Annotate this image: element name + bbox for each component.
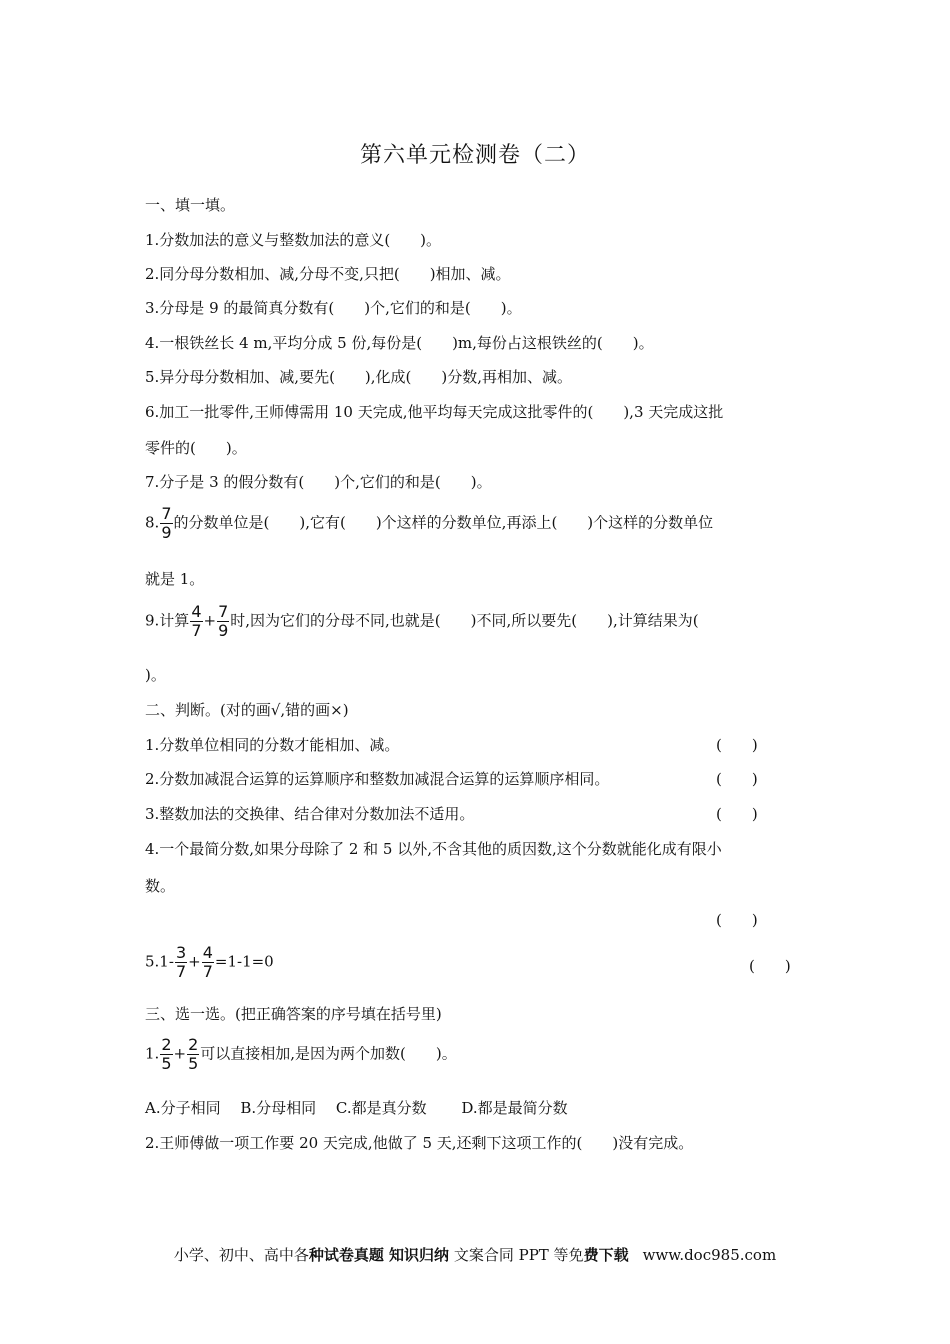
page-title: 第六单元检测卷（二）	[359, 143, 590, 168]
s1-question-3: 3.分母是 9 的最简真分数有( )个,它们的和是( )。	[145, 299, 522, 317]
footer-url-link[interactable]: www.doc985.com	[642, 1246, 777, 1264]
s3q1-text: 可以直接相加,是因为两个加数( )。	[200, 1044, 457, 1063]
s2-q3-answer-paren: ( )	[716, 805, 758, 823]
s1-question-2: 2.同分母分数相加、减,分母不变,只把( )相加、减。	[145, 265, 511, 283]
s1-question-8-cont: 就是 1。	[145, 570, 205, 588]
s3q1-f2-denominator: 5	[188, 1054, 199, 1073]
s3q1-fraction-1	[160, 1036, 172, 1073]
q9-fraction-1	[190, 603, 202, 640]
s1-question-6-line2: 零件的( )。	[145, 439, 247, 457]
q9-fraction-2	[217, 603, 229, 640]
s2q5-text: =1-1=0	[214, 952, 274, 971]
s2-question-3: 3.整数加法的交换律、结合律对分数加法不适用。	[145, 805, 475, 823]
s2q5-operator: +	[188, 952, 201, 971]
s1-question-1: 1.分数加法的意义与整数加法的意义( )。	[145, 231, 442, 249]
s2-q5-answer-paren: ( )	[749, 957, 791, 975]
section1-heading: 一、填一填。	[145, 196, 236, 214]
q8-text: 的分数单位是( ),它有( )个这样的分数单位,再添上( )个这样的分数单位	[173, 513, 714, 532]
s3q1-f2-numerator: 2	[188, 1035, 199, 1054]
s3q1-f1-denominator: 5	[161, 1054, 172, 1073]
q8-denominator: 9	[161, 523, 172, 542]
s2-q1-answer-paren: ( )	[716, 736, 758, 754]
q9-f2-numerator: 7	[218, 602, 229, 621]
footer	[0, 1244, 950, 1265]
s2q5-f2-numerator: 4	[202, 943, 213, 962]
s3q1-operator: +	[173, 1044, 187, 1063]
s1-question-9	[145, 603, 699, 640]
s2-question-1: 1.分数单位相同的分数才能相加、减。	[145, 736, 400, 754]
q8-numerator: 7	[161, 504, 172, 523]
s3q1-prefix: 1.	[145, 1044, 160, 1063]
s2q5-fraction-1	[175, 944, 187, 981]
q9-f1-numerator: 4	[191, 602, 202, 621]
q8-fraction	[160, 505, 172, 542]
s1-question-7: 7.分子是 3 的假分数有( )个,它们的和是( )。	[145, 473, 492, 491]
s1-question-4: 4.一根铁丝长 4 m,平均分成 5 份,每份是( )m,每份占这根铁丝的( )。	[145, 334, 654, 352]
s2-question-4-line2: 数。	[145, 877, 176, 895]
s2q5-fraction-2	[202, 944, 214, 981]
q9-f1-denominator: 7	[191, 621, 202, 640]
footer-text-2: 种试卷真题 知识归纳	[308, 1246, 450, 1264]
q8-prefix: 8.	[145, 513, 160, 532]
s1-question-6-line1: 6.加工一批零件,王师傅需用 10 天完成,他平均每天完成这批零件的( ),3 天完成这批	[145, 403, 724, 421]
footer-text-1: 小学、初中、高中各	[173, 1246, 309, 1264]
q9-text: 时,因为它们的分母不同,也就是( )不同,所以要先( ),计算结果为(	[230, 611, 699, 630]
s2-question-2: 2.分数加减混合运算的运算顺序和整数加减混合运算的运算顺序相同。	[145, 770, 610, 788]
section2-heading: 二、判断。(对的画√,错的画×)	[145, 701, 349, 719]
s2q5-f2-denominator: 7	[202, 962, 213, 981]
footer-text-3: 文案合同 PPT 等免	[449, 1246, 584, 1264]
s3-question-1-options: A.分子相同 B.分母相同 C.都是真分数 D.都是最简分数	[145, 1099, 568, 1117]
s2-question-5	[145, 944, 274, 981]
s2-q2-answer-paren: ( )	[716, 770, 758, 788]
q9-prefix: 9.计算	[145, 611, 190, 630]
section3-heading: 三、选一选。(把正确答案的序号填在括号里)	[145, 1005, 442, 1023]
footer-text-4: 费下载	[583, 1246, 629, 1264]
s2q5-f1-denominator: 7	[175, 962, 187, 981]
s1-question-8	[145, 505, 713, 542]
s1-question-5: 5.异分母分数相加、减,要先( ),化成( )分数,再相加、减。	[145, 368, 573, 386]
s2q5-prefix: 5.1-	[145, 952, 174, 971]
s3-question-1	[145, 1036, 457, 1073]
s1-question-9-cont: )。	[145, 666, 166, 684]
s2q5-f1-numerator: 3	[175, 943, 187, 962]
s2-question-4-line1: 4.一个最简分数,如果分母除了 2 和 5 以外,不含其他的质因数,这个分数就能化成有限小	[145, 840, 722, 858]
q9-operator: +	[203, 611, 217, 630]
s2-q4-answer-paren: ( )	[716, 911, 758, 929]
s3q1-fraction-2	[187, 1036, 199, 1073]
s3-question-2: 2.王师傅做一项工作要 20 天完成,他做了 5 天,还剩下这项工作的( )没有完成。	[145, 1134, 694, 1152]
q9-f2-denominator: 9	[218, 621, 229, 640]
s3q1-f1-numerator: 2	[161, 1035, 172, 1054]
